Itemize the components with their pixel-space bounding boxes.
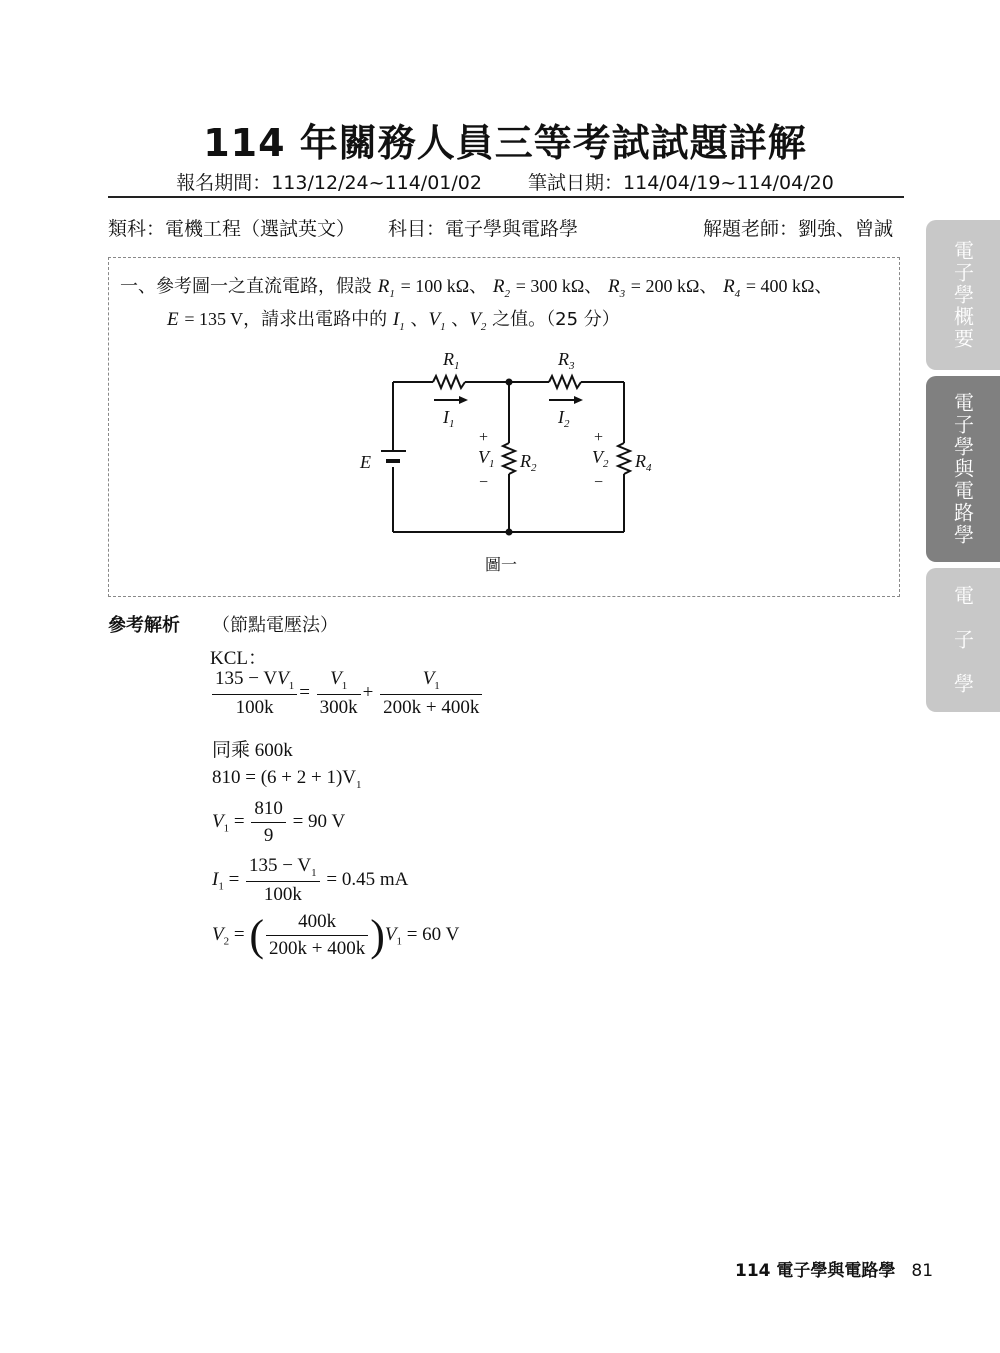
label-v2: $V_2$ — [592, 447, 609, 470]
resistor-r2 — [503, 443, 515, 474]
tab-electronics-overview[interactable]: 電子學概要 — [926, 220, 1000, 370]
question-line-1: 一、參考圖一之直流電路，假設 $R_1 = 100$ kΩ、 $R_2 = 300$ kΩ、 $R_3 = 200$ kΩ、 $R_4 = 400$ kΩ、 — [120, 276, 833, 300]
subject-label: 科目：電子學與電路學 — [388, 218, 579, 240]
label-r4: $R_4$ — [635, 451, 652, 474]
exam-date: 筆試日期：114/04/19~114/04/20 — [528, 172, 834, 194]
equation-kcl: $\frac{135 - VV_1}{100k}$ = $\frac{V_1}{300k}$ + $\frac{V_1}{200k + 400k}$ — [210, 668, 484, 719]
equation-i1: $I_1$ = $\frac{135 - V_1}{100k}$ = 0.45 mA — [212, 855, 409, 905]
teacher-label: 解題老師：劉強、曾誠 — [703, 218, 894, 240]
v1-plus: + — [479, 429, 489, 446]
label-i2: $I_2$ — [558, 407, 570, 430]
multiply-note: 同乘 600k — [212, 740, 293, 761]
label-r2: $R_2$ — [520, 451, 537, 474]
figure-caption: 圖一 — [485, 555, 518, 574]
kcl-label: KCL： — [210, 648, 268, 669]
footer-book-title: 114 電子學與電路學 — [735, 1261, 896, 1281]
equation-v1: $V_1$ = $\frac{810}{9}$ = 90 V — [212, 798, 346, 846]
header-divider — [108, 196, 904, 198]
page-title: 114 年關務人員三等考試試題詳解 — [203, 121, 807, 165]
node-top — [506, 379, 513, 386]
exam-dates — [0, 168, 1000, 195]
equation-v2: $V_2$ = ( $\frac{400k}{200k + 400k}$ )$V_1 = 60$ V — [212, 911, 460, 960]
v1-minus: − — [479, 474, 489, 491]
label-r1: $R_1$ — [443, 349, 460, 372]
equation-2: $810 = (6 + 2 + 1)V_1$ — [212, 767, 362, 791]
label-e: E — [360, 452, 371, 472]
page-number: 81 — [911, 1261, 934, 1281]
question-line-2: E = 135 V，請求出電路中的 $I_1$ 、$V_1$ 、$V_2$ 之值。（25 分） — [167, 309, 620, 333]
registration-period: 報名期間：113/12/24~114/01/02 — [176, 172, 482, 194]
page-footer — [735, 1256, 933, 1281]
circuit-diagram — [340, 345, 680, 545]
tab-electronics-and-circuits[interactable]: 電子學與電路學 — [926, 376, 1000, 562]
label-i1: $I_1$ — [443, 407, 455, 430]
category-label: 類科：電機工程（選試英文） — [108, 218, 356, 240]
v2-plus: + — [594, 429, 604, 446]
answer-label: 參考解析 — [108, 615, 180, 636]
node-bottom — [506, 529, 513, 536]
resistor-r1 — [433, 376, 465, 388]
v2-minus: − — [594, 474, 604, 491]
label-r3: $R_3$ — [558, 349, 575, 372]
tab-electronics[interactable]: 電 子 學 — [926, 568, 1000, 712]
answer-method: （節點電壓法） — [212, 615, 338, 636]
resistor-r4 — [618, 443, 630, 474]
label-v1: $V_1$ — [478, 447, 495, 470]
resistor-r3 — [549, 376, 581, 388]
